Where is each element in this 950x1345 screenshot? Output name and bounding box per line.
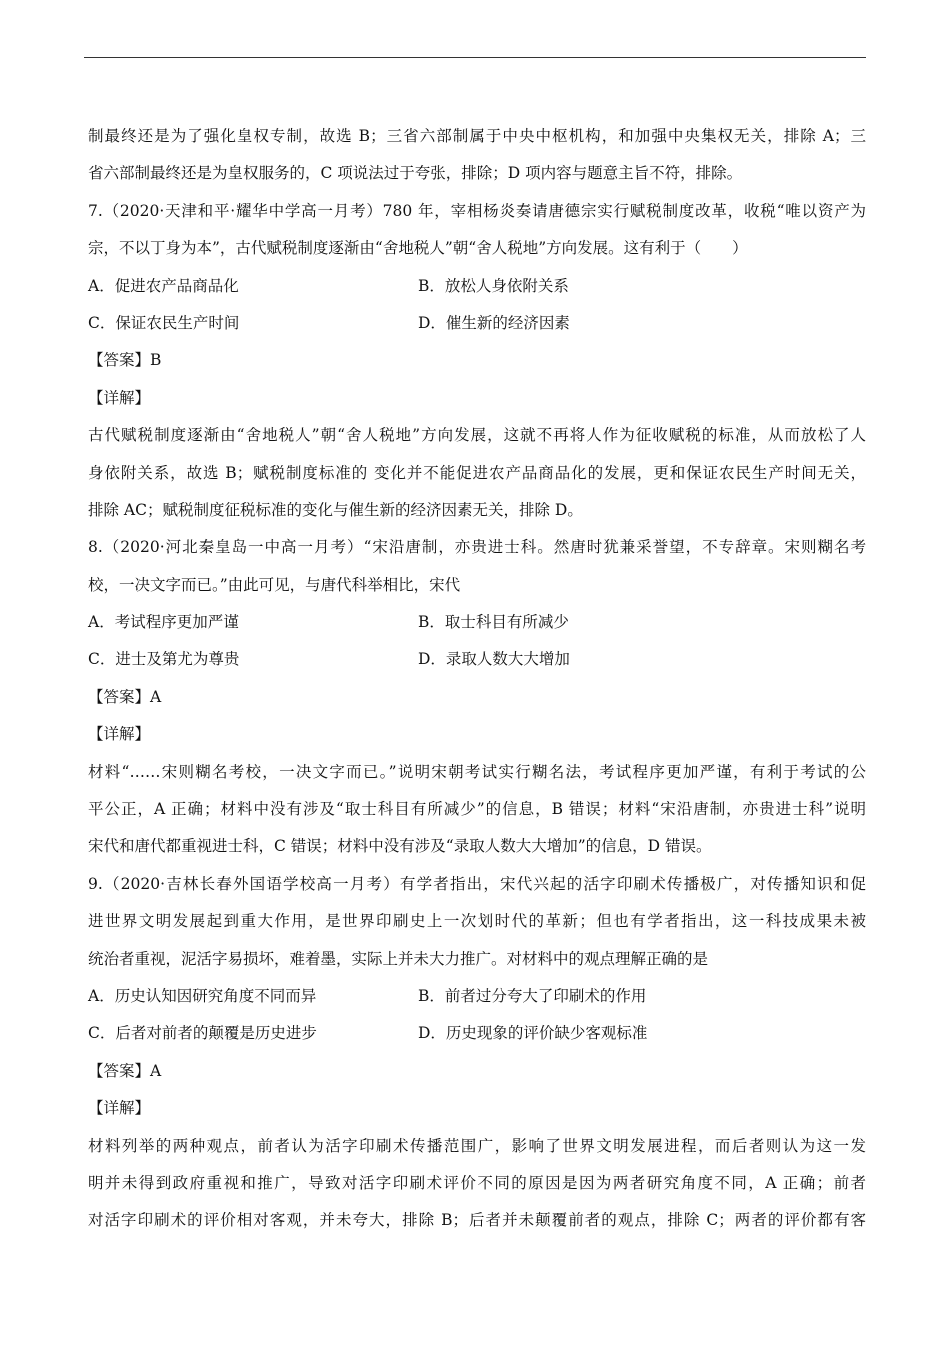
- option-a: A．考试程序更加严谨: [88, 613, 239, 632]
- detail-label: 【详解】: [88, 388, 151, 407]
- text-line: 制最终还是为了强化皇权专制，故选 B；三省六部制属于中央中枢机构，和加强中央集权无关，排除 A；三: [88, 127, 866, 145]
- answer-label: 【答案】B: [88, 351, 162, 370]
- detail-label: 【详解】: [88, 725, 151, 744]
- option-row: [88, 978, 866, 1015]
- question-stem: 8.（2020·河北秦皇岛一中高一月考）“宋沿唐制，亦贵进士科。然唐时犹兼采誉望，不专辞章。宋则糊名考: [88, 538, 866, 557]
- explanation-line: 身依附关系，故选 B；赋税制度标准的 变化并不能促进农产品商品化的发展，更和保证农民生产时间无关，: [88, 463, 866, 482]
- option-row: [88, 604, 866, 641]
- option-d: D．录取人数大大增加: [418, 650, 570, 669]
- option-d: D．历史现象的评价缺少客观标准: [418, 1024, 648, 1043]
- question-stem: 校，一决文字而已。”由此可见，与唐代科举相比，宋代: [88, 575, 461, 594]
- question-9: [88, 866, 866, 1240]
- explanation-line: 古代赋税制度逐渐由“舍地税人”朝“舍人税地”方向发展，这就不再将人作为征收赋税的标准，从而放松了人: [88, 426, 866, 445]
- option-a: A．历史认知因研究角度不同而异: [88, 986, 317, 1005]
- explanation-line: 对活字印刷术的评价相对客观，并未夸大，排除 B；后者并未颠覆前者的观点，排除 C；两者的评价都有客: [88, 1211, 866, 1230]
- question-stem: 统治者重视，泥活字易损坏，难着墨，实际上并未大力推广。对材料中的观点理解正确的是: [88, 949, 709, 968]
- option-row: [88, 268, 866, 305]
- option-b: B．放松人身依附关系: [418, 276, 569, 295]
- question-7: [88, 193, 866, 530]
- explanation-line: 平公正，A 正确；材料中没有涉及“取士科目有所减少”的信息，B 错误；材料“宋沿唐制，亦贵进士科”说明: [88, 800, 866, 819]
- question-stem: 9.（2020·吉林长春外国语学校高一月考）有学者指出，宋代兴起的活字印刷术传播极广，对传播知识和促: [88, 874, 866, 893]
- question-stem: 进世界文明发展起到重大作用，是世界印刷史上一次划时代的革新；但也有学者指出，这一科技成果未被: [88, 912, 866, 931]
- explanation-line: 材料列举的两种观点，前者认为活字印刷术传播范围广，影响了世界文明发展进程，而后者则认为这一发: [88, 1136, 866, 1155]
- explanation-line: 排除 AC；赋税制度征税标准的变化与催生新的经济因素无关，排除 D。: [88, 500, 583, 519]
- intro-paragraph: [88, 118, 866, 193]
- option-b: B．前者过分夸大了印刷术的作用: [418, 986, 647, 1005]
- question-8: [88, 529, 866, 866]
- option-row: [88, 1015, 866, 1052]
- text-line: 省六部制最终还是为皇权服务的，C 项说法过于夸张，排除；D 项内容与题意主旨不符，排除。: [88, 164, 743, 183]
- explanation-line: 明并未得到政府重视和推广，导致对活字印刷术评价不同的原因是因为两者研究角度不同，A 正确；前者: [88, 1173, 866, 1192]
- answer-label: 【答案】A: [88, 1061, 162, 1080]
- answer-label: 【答案】A: [88, 687, 162, 706]
- question-stem: 7.（2020·天津和平·耀华中学高一月考）780 年，宰相杨炎奏请唐德宗实行赋税制度改革，收税“唯以资产为: [88, 201, 866, 220]
- option-c: C．保证农民生产时间: [88, 313, 240, 332]
- explanation-line: 宋代和唐代都重视进士科，C 错误；材料中没有涉及“录取人数大大增加”的信息，D 错误。: [88, 837, 712, 856]
- option-c: C．进士及第尤为尊贵: [88, 650, 240, 669]
- option-d: D．催生新的经济因素: [418, 313, 570, 332]
- option-row: [88, 641, 866, 678]
- detail-label: 【详解】: [88, 1099, 151, 1118]
- document-body: [88, 118, 866, 1240]
- option-a: A．促进农产品商品化: [88, 276, 239, 295]
- header-rule: [84, 57, 866, 58]
- explanation-line: 材料“……宋则糊名考校，一决文字而已。”说明宋朝考试实行糊名法，考试程序更加严谨，有利于考试的公: [88, 762, 866, 781]
- option-c: C．后者对前者的颠覆是历史进步: [88, 1024, 317, 1043]
- option-b: B．取士科目有所减少: [418, 613, 569, 632]
- question-stem: 宗，不以丁身为本”，古代赋税制度逐渐由“舍地税人”朝“舍人税地”方向发展。这有利于（ ）: [88, 239, 748, 258]
- option-row: [88, 305, 866, 342]
